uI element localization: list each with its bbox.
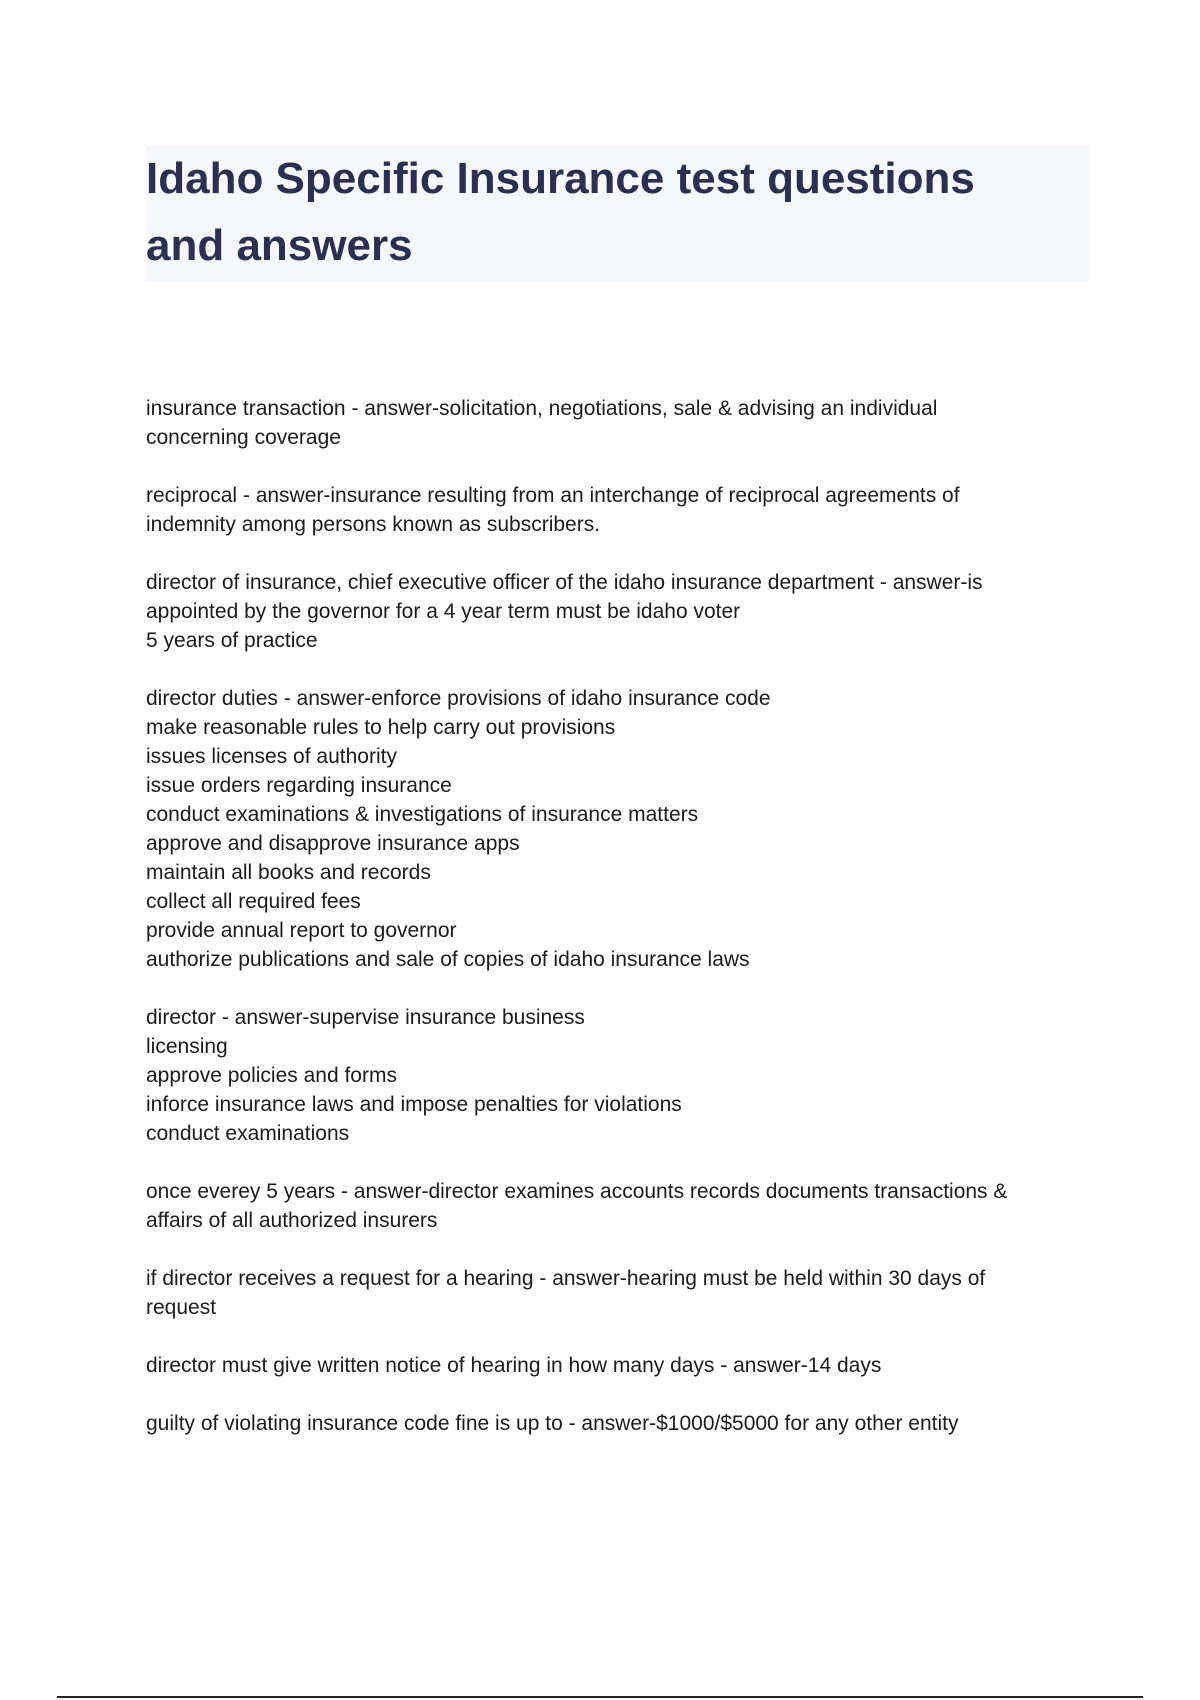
entry-line: if director receives a request for a hearing - answer-hearing must be held within 30 days of — [146, 1267, 986, 1290]
entry-line: provide annual report to governor — [146, 919, 457, 942]
qa-entry — [146, 394, 1090, 452]
title-banner — [146, 145, 1090, 281]
footer-divider — [57, 1696, 1143, 1698]
entry-line: director duties - answer-enforce provisions of idaho insurance code — [146, 687, 771, 710]
entry-line: once everey 5 years - answer-director examines accounts records documents transactions & — [146, 1180, 1008, 1203]
entry-line: issues licenses of authority — [146, 745, 397, 768]
page-title — [146, 145, 1090, 279]
entry-line: director - answer-supervise insurance business — [146, 1006, 585, 1029]
entry-line: maintain all books and records — [146, 861, 431, 884]
entry-line: approve and disapprove insurance apps — [146, 832, 520, 855]
entry-line: inforce insurance laws and impose penalties for violations — [146, 1093, 682, 1116]
entry-line: conduct examinations — [146, 1122, 350, 1145]
entry-line: affairs of all authorized insurers — [146, 1209, 438, 1232]
qa-entry — [146, 1409, 1090, 1438]
entry-line: director must give written notice of hearing in how many days - answer-14 days — [146, 1354, 882, 1377]
qa-entry — [146, 1264, 1090, 1322]
entry-line: 5 years of practice — [146, 629, 318, 652]
entry-line: insurance transaction - answer-solicitation, negotiations, sale & advising an individual — [146, 397, 938, 420]
entry-line: guilty of violating insurance code fine is up to - answer-$1000/$5000 for any other entity — [146, 1412, 959, 1435]
entry-line: licensing — [146, 1035, 228, 1058]
entry-line: authorize publications and sale of copies of idaho insurance laws — [146, 948, 750, 971]
qa-entry — [146, 1003, 1090, 1148]
qa-entry — [146, 684, 1090, 974]
entry-line: conduct examinations & investigations of insurance matters — [146, 803, 699, 826]
entry-line: approve policies and forms — [146, 1064, 397, 1087]
qa-entry — [146, 568, 1090, 655]
title-line: and answers — [146, 221, 413, 270]
qa-entry — [146, 1177, 1090, 1235]
entry-line: request — [146, 1296, 217, 1319]
entry-line: reciprocal - answer-insurance resulting from an interchange of reciprocal agreements of — [146, 484, 960, 507]
entry-line: indemnity among persons known as subscribers. — [146, 513, 601, 536]
entry-line: appointed by the governor for a 4 year term must be idaho voter — [146, 600, 741, 623]
entry-line: issue orders regarding insurance — [146, 774, 452, 797]
entry-line: make reasonable rules to help carry out provisions — [146, 716, 616, 739]
entry-line: concerning coverage — [146, 426, 341, 449]
entry-line: collect all required fees — [146, 890, 361, 913]
qa-entry — [146, 481, 1090, 539]
qa-entry — [146, 1351, 1090, 1380]
entry-line: director of insurance, chief executive officer of the idaho insurance department - answer-is — [146, 571, 983, 594]
title-line: Idaho Specific Insurance test questions — [146, 154, 975, 203]
qa-entry-list — [146, 394, 1090, 1467]
